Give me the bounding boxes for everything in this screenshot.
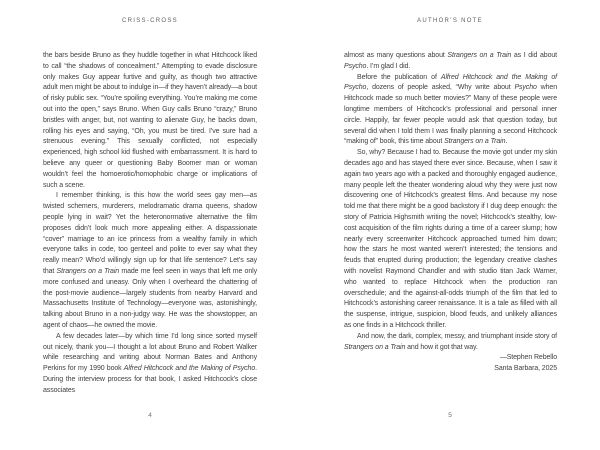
italic-title-text: Strangers on a Train	[447, 52, 512, 59]
body-text-run: . During the interview process for that book, I asked Hitchcock’s close associates	[43, 365, 257, 394]
body-text-run: .	[505, 138, 508, 146]
paragraph	[344, 148, 557, 332]
paragraph	[344, 73, 557, 149]
body-text-run: A few decades later—by which time I’d long since sorted myself out nicely, thank you—I thought a lot about Bruno and Robert Walker while researching and writing about Norman Bates and Anthony Perkins for my 1990 book	[43, 332, 257, 373]
italic-title-text: Strangers on a Train	[56, 267, 120, 275]
right-page	[300, 0, 600, 450]
left-page-body	[43, 51, 257, 397]
right-page-body	[344, 51, 557, 375]
body-text-run: . I’m glad I did.	[366, 62, 411, 70]
body-text-run: I remember thinking, is this how the world sees gay men—as twisted schemers, murderers, melodramatic drama queens, shadow people lying in wait? Yet the heteronormative alternative the film proposes didn’t look much more appealing either. A dispassionate “cover” marriage to an ice princess from a wealthy family in which everyone talks in code, too genteel and polite to ever say what they really mean? Who’d willingly sign up for that life sentence? Let’s say that	[43, 192, 257, 275]
body-text-run: And now, the dark, complex, messy, and triumphant inside story of	[357, 332, 557, 340]
body-text-run: , dozens of people asked, “Why write about	[366, 84, 515, 92]
body-text-run: when Hitchcock made so much better movies?” Many of these people were longtime members of Hitchcock’s professional and personal inner circle. Happily, far fewer people would ask that question today, but several did when I told them I was finally planning a second Hitchcock “making of” book, this time about	[344, 84, 557, 146]
body-text-run: the bars beside Bruno as they huddle together in what Hitchcock liked to call “the shadows of concealment.” Attempting to evade disclosure only makes Guy appear furtive and guilty, as though two attractive adult men might be about to indulge in—if they haven’t already—a bout of risky public sex. “You’re spoiling everything. You’re making me come out into the open,” says Bruno. When Guy calls Bruno “crazy,” Bruno bristles with anger, but, not wanting to alienate Guy, he backs down, rolling his eyes and saying, “Oh, you must be tired. I’ve sure had a strenuous evening.” This sexually conflicted, not especially experienced, high school kid flushed with embarrassment. It is hard to believe any queer or questioning Baby Boomer man or woman wouldn’t feel the homoerotic/homophobic charge or implications of such a scene.	[43, 52, 257, 189]
italic-title-text: Alfred Hitchcock and the Making of Psycho	[123, 365, 256, 373]
right-running-header: AUTHOR’S NOTE	[417, 18, 483, 24]
paragraph	[43, 191, 257, 331]
italic-title-text: Strangers on a Train	[444, 138, 506, 146]
body-text-run: —Stephen Rebello	[499, 354, 557, 362]
left-running-header: CRISS-CROSS	[122, 18, 178, 24]
body-text-run: and how it got that way.	[405, 343, 478, 351]
paragraph	[43, 332, 257, 397]
body-text-run: So, why? Because I had to. Because the movie got under my skin decades ago and has stayed there ever since. Because, when I saw it again two years ago with a packed and thoroughly engaged audience, many people left the theater wondering aloud why they were just now discovering one of Hitchcock’s greatest films. And because my nose told me that there might be a good backstory if I dug deep enough: the story of Patricia Highsmith writing the novel; Hitchcock’s stealthy, low-cost acquisition of the film rights during a time of a career slump; how nearly every screenwriter Hitchcock approached turned him down; how the stars he most wanted weren’t interested; the tensions and feuds that erupted during production; the legendary creative clashes with novelist Raymond Chandler and with studio titan Jack Warner, who wanted to replace Hitchcock when the production ran overschedule; and the against-all-odds triumph of the film that led to Hitchcock’s astonishing career renaissance. It is a tale as filled with all the suspense, intrigue, suspicion, blood feuds, and unlikely alliances as one finds in a Hitchcock thriller.	[344, 149, 557, 329]
italic-title-text: Strangers on a Train	[344, 343, 406, 351]
paragraph	[344, 332, 557, 354]
right-page-number: 5	[448, 412, 452, 419]
body-text-run: almost as many questions about	[344, 52, 448, 59]
body-text-run: Santa Barbara, 2025	[494, 365, 557, 373]
italic-title-text: Alfred Hitchcock and the Making of Psycho	[344, 73, 557, 92]
body-text-run: Before the publication of	[357, 73, 441, 81]
paragraph	[43, 51, 257, 191]
paragraph	[344, 51, 557, 73]
body-text-run: as I did about	[511, 52, 558, 59]
italic-title-text: Psycho	[514, 84, 537, 92]
paragraph	[344, 364, 557, 375]
paragraph	[344, 353, 557, 364]
italic-title-text: Psycho	[344, 62, 367, 70]
left-page-number: 4	[148, 412, 152, 419]
body-text-run: made me feel seen in ways that left me only more confused and uneasy. Only when I overheard the chattering of the post-movie audience—largely students from nearby Harvard and Massachusetts Institute of Technology—everyone was, astonishingly, talking about Bruno in a non-judgy way. He was the showstopper, an agent of chaos—he owned the movie.	[43, 267, 257, 329]
